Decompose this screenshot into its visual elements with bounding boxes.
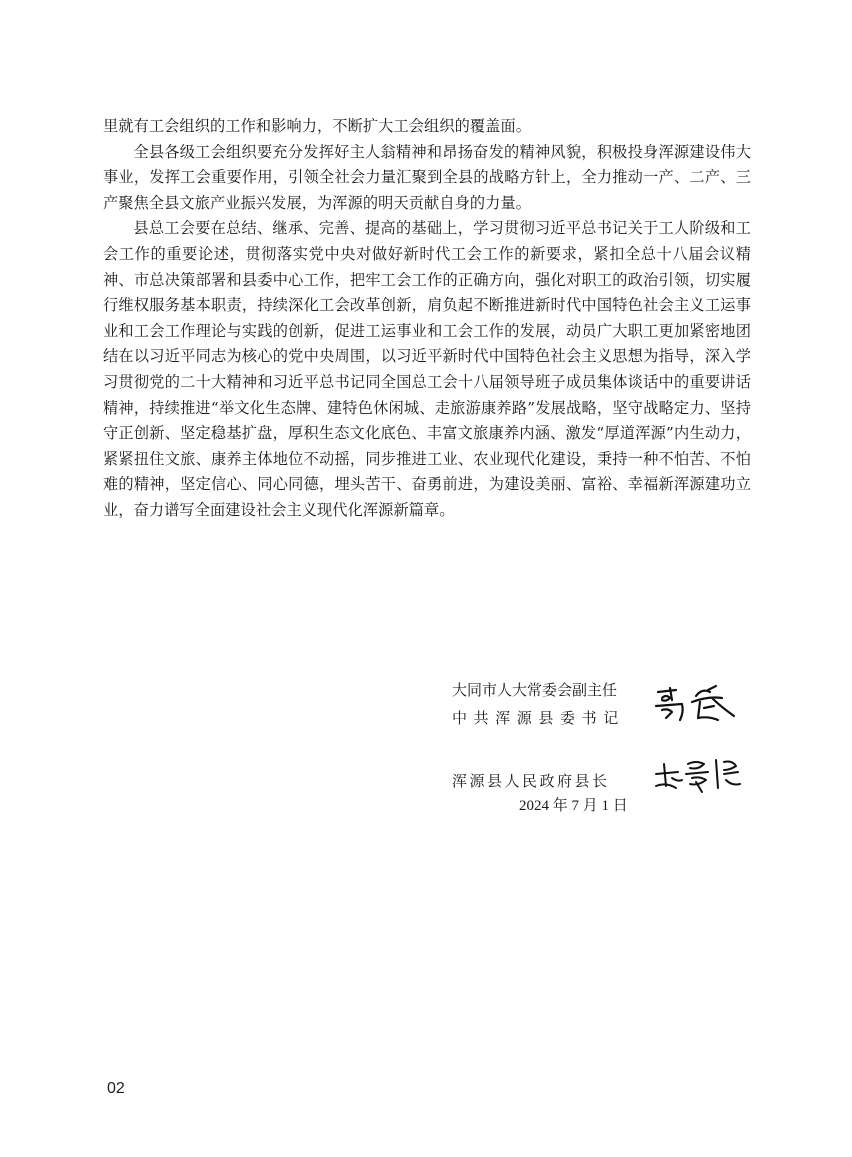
signatory-title-county-head: 浑源县人民政府县长 xyxy=(452,772,610,790)
page-number: 02 xyxy=(107,1080,125,1097)
body-text xyxy=(103,114,751,524)
handwritten-signature-1 xyxy=(652,682,740,726)
paragraph: 全县各级工会组织要充分发挥好主人翁精神和昂扬奋发的精神风貌，积极投身浑源建设伟大事业，发挥工会重要作用，引领全社会力量汇聚到全县的战略方针上，全力推动一产、二产、三产聚焦全县文旅产业振兴发展，为浑源的明天贡献自身的力量。 xyxy=(103,142,751,212)
paragraph-continued: 里就有工会组织的工作和影响力，不断扩大工会组织的覆盖面。 xyxy=(103,117,532,135)
signatory-title-party-secretary: 中共浑源县委书记 xyxy=(452,709,625,727)
paragraph: 县总工会要在总结、继承、完善、提高的基础上，学习贯彻习近平总书记关于工人阶级和工会工作的重要论述，贯彻落实党中央对做好新时代工会工作的新要求，紧扣全总十八届会议精神、市总决策部署和县委中心工作，把牢工会工作的正确方向，强化对职工的政治引领，切实履行维权服务基本职责，持续深化工会改革创新，肩负起不断推进新时代中国特色社会主义工运事业和工会工作理论与实践的创新，促进工运事业和工会工作的发展，动员广大职工更加紧密地团结在以习近平同志为核心的党中央周围，以习近平新时代中国特色社会主义思想为指导，深入学习贯彻党的二十大精神和习近平总书记同全国总工会十八届领导班子成员集体谈话中的重要讲话精神，持续推进“举文化生态牌、建特色休闲城、走旅游康养路”发展战略，坚守战略定力、坚持守正创新、坚定稳基扩盘，厚积生态文化底色、丰富文旅康养内涵、激发“厚道浑源”内生动力，紧紧扭住文旅、康养主体地位不动摇，同步推进工业、农业现代化建设，秉持一种不怕苦、不怕难的精神，坚定信心、同心同德，埋头苦干、奋勇前进，为建设美丽、富裕、幸福新浑源建功立业，奋力谱写全面建设社会主义现代化浑源新篇章。 xyxy=(103,219,751,519)
signatory-title-vice-chair: 大同市人大常委会副主任 xyxy=(452,681,618,699)
document-date: 2024 年 7 月 1 日 xyxy=(519,798,628,814)
handwritten-signature-2 xyxy=(652,752,744,796)
